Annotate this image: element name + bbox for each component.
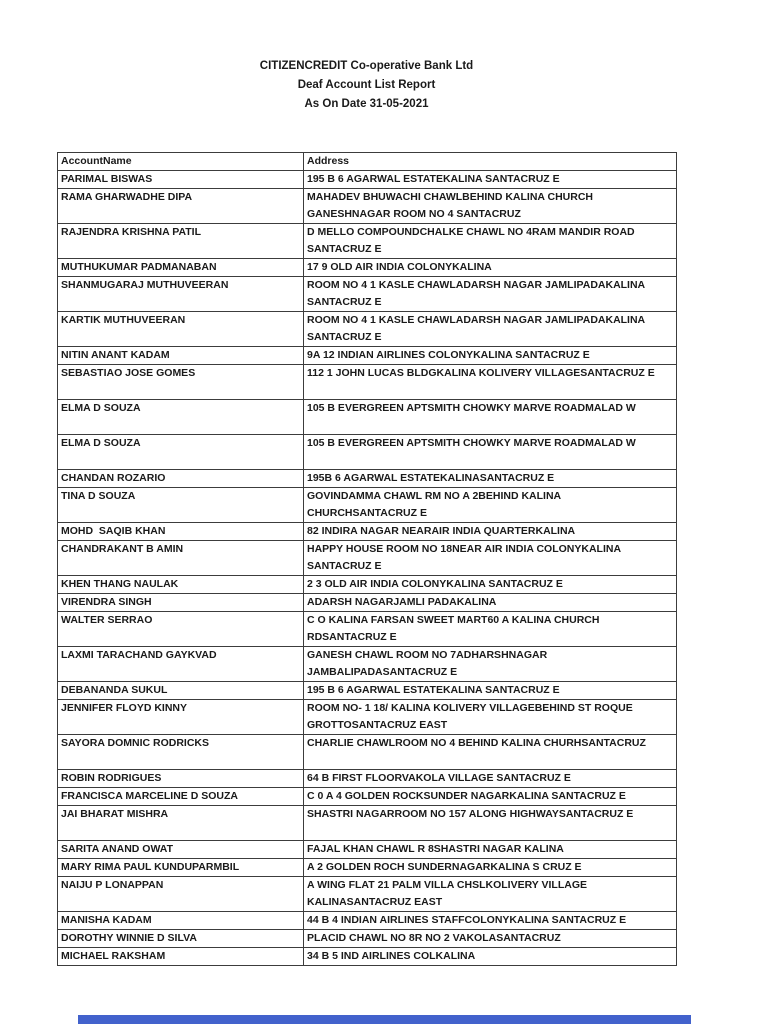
address-line: 105 B EVERGREEN APTSMITH CHOWKY MARVE ROADMALAD W <box>307 437 636 449</box>
table-row <box>58 189 677 224</box>
address-line: 195B 6 AGARWAL ESTATEKALINASANTACRUZ E <box>307 472 555 484</box>
address-line: ADARSH NAGARJAMLI PADAKALINA <box>307 596 497 608</box>
table-row <box>58 877 677 912</box>
deaf-account-table <box>57 152 677 966</box>
account-name-cell: RAJENDRA KRISHNA PATIL <box>58 224 304 259</box>
table-row <box>58 788 677 806</box>
account-name-cell: KARTIK MUTHUVEERAN <box>58 312 304 347</box>
account-name-cell: MOHD SAQIB KHAN <box>58 523 304 541</box>
address-cell <box>304 594 677 612</box>
address-cell <box>304 877 677 912</box>
table-row <box>58 523 677 541</box>
account-name-cell: CHANDAN ROZARIO <box>58 470 304 488</box>
column-header-account-name: AccountName <box>58 153 304 171</box>
table-row <box>58 930 677 948</box>
table-row <box>58 365 677 400</box>
account-name-cell: VIRENDRA SINGH <box>58 594 304 612</box>
table-row <box>58 171 677 189</box>
table-row <box>58 435 677 470</box>
address-cell <box>304 612 677 647</box>
address-cell <box>304 347 677 365</box>
address-line: ROOM NO 4 1 KASLE CHAWLADARSH NAGAR JAMLIPADAKALINA <box>307 279 646 291</box>
table-row <box>58 806 677 841</box>
account-name-cell: WALTER SERRAO <box>58 612 304 647</box>
address-line: GOVINDAMMA CHAWL RM NO A 2BEHIND KALINA <box>307 490 562 502</box>
address-cell <box>304 189 677 224</box>
address-line: KALINASANTACRUZ EAST <box>307 896 443 908</box>
address-line: MAHADEV BHUWACHI CHAWLBEHIND KALINA CHURCH <box>307 191 594 203</box>
account-name-cell: KHEN THANG NAULAK <box>58 576 304 594</box>
address-line: SANTACRUZ E <box>307 296 382 308</box>
table-row <box>58 312 677 347</box>
address-line <box>307 382 674 399</box>
address-cell <box>304 859 677 877</box>
table-row <box>58 647 677 682</box>
address-cell <box>304 770 677 788</box>
table-row <box>58 470 677 488</box>
account-name-cell: MICHAEL RAKSHAM <box>58 948 304 966</box>
address-cell <box>304 841 677 859</box>
address-line: A 2 GOLDEN ROCH SUNDERNAGARKALINA S CRUZ E <box>307 861 582 873</box>
account-name-cell: DOROTHY WINNIE D SILVA <box>58 930 304 948</box>
address-line: JAMBALIPADASANTACRUZ E <box>307 666 458 678</box>
table-row <box>58 612 677 647</box>
account-name-cell: MANISHA KADAM <box>58 912 304 930</box>
account-table-body <box>58 171 677 966</box>
address-cell <box>304 400 677 435</box>
address-line: GANESH CHAWL ROOM NO 7ADHARSHNAGAR <box>307 649 548 661</box>
address-cell <box>304 948 677 966</box>
address-line: CHARLIE CHAWLROOM NO 4 BEHIND KALINA CHURHSANTACRUZ <box>307 737 646 749</box>
table-row <box>58 277 677 312</box>
address-line: GROTTOSANTACRUZ EAST <box>307 719 448 731</box>
table-row <box>58 576 677 594</box>
address-cell <box>304 647 677 682</box>
account-name-cell: TINA D SOUZA <box>58 488 304 523</box>
account-name-cell: SHANMUGARAJ MUTHUVEERAN <box>58 277 304 312</box>
report-date: As On Date 31-05-2021 <box>304 98 429 110</box>
address-line: SHASTRI NAGARROOM NO 157 ALONG HIGHWAYSANTACRUZ E <box>307 808 634 820</box>
table-row <box>58 400 677 435</box>
table-row <box>58 948 677 966</box>
address-cell <box>304 735 677 770</box>
table-row <box>58 841 677 859</box>
address-line: 2 3 OLD AIR INDIA COLONYKALINA SANTACRUZ E <box>307 578 563 590</box>
address-line: CHURCHSANTACRUZ E <box>307 507 427 519</box>
address-line: C O KALINA FARSAN SWEET MART60 A KALINA CHURCH <box>307 614 600 626</box>
account-name-cell: DEBANANDA SUKUL <box>58 682 304 700</box>
table-row <box>58 541 677 576</box>
account-name-cell: MARY RIMA PAUL KUNDUPARMBIL <box>58 859 304 877</box>
address-cell <box>304 312 677 347</box>
address-cell <box>304 470 677 488</box>
table-row <box>58 700 677 735</box>
address-line: 64 B FIRST FLOORVAKOLA VILLAGE SANTACRUZ E <box>307 772 571 784</box>
account-name-cell: MUTHUKUMAR PADMANABAN <box>58 259 304 277</box>
address-cell <box>304 488 677 523</box>
address-line: HAPPY HOUSE ROOM NO 18NEAR AIR INDIA COLONYKALINA <box>307 543 622 555</box>
account-name-cell: SARITA ANAND OWAT <box>58 841 304 859</box>
address-cell <box>304 224 677 259</box>
table-row <box>58 912 677 930</box>
address-line: ROOM NO- 1 18/ KALINA KOLIVERY VILLAGEBEHIND ST ROQUE <box>307 702 633 714</box>
account-name-cell: CHANDRAKANT B AMIN <box>58 541 304 576</box>
address-line <box>307 417 674 434</box>
account-name-cell: NITIN ANANT KADAM <box>58 347 304 365</box>
table-row <box>58 488 677 523</box>
table-row <box>58 859 677 877</box>
address-line <box>307 752 674 769</box>
address-line: 105 B EVERGREEN APTSMITH CHOWKY MARVE ROADMALAD W <box>307 402 636 414</box>
address-cell <box>304 365 677 400</box>
account-name-cell: SAYORA DOMNIC RODRICKS <box>58 735 304 770</box>
account-name-cell: JENNIFER FLOYD KINNY <box>58 700 304 735</box>
address-cell <box>304 277 677 312</box>
report-header <box>57 57 676 114</box>
address-cell <box>304 435 677 470</box>
address-line: ROOM NO 4 1 KASLE CHAWLADARSH NAGAR JAMLIPADAKALINA <box>307 314 646 326</box>
address-cell <box>304 523 677 541</box>
address-line <box>307 823 674 840</box>
table-row <box>58 347 677 365</box>
table-row <box>58 259 677 277</box>
address-cell <box>304 259 677 277</box>
account-name-cell: NAIJU P LONAPPAN <box>58 877 304 912</box>
account-name-cell: SEBASTIAO JOSE GOMES <box>58 365 304 400</box>
address-cell <box>304 541 677 576</box>
report-title: Deaf Account List Report <box>297 79 436 91</box>
address-cell <box>304 682 677 700</box>
account-name-cell: RAMA GHARWADHE DIPA <box>58 189 304 224</box>
address-line: 195 B 6 AGARWAL ESTATEKALINA SANTACRUZ E <box>307 173 560 185</box>
address-line: SANTACRUZ E <box>307 243 382 255</box>
address-cell <box>304 806 677 841</box>
address-line: A WING FLAT 21 PALM VILLA CHSLKOLIVERY VILLAGE <box>307 879 588 891</box>
account-name-cell: ELMA D SOUZA <box>58 400 304 435</box>
address-line: GANESHNAGAR ROOM NO 4 SANTACRUZ <box>307 208 521 220</box>
address-line: 17 9 OLD AIR INDIA COLONYKALINA <box>307 261 492 273</box>
address-line: RDSANTACRUZ E <box>307 631 397 643</box>
address-cell <box>304 788 677 806</box>
address-line <box>307 452 674 469</box>
table-row <box>58 770 677 788</box>
account-name-cell: JAI BHARAT MISHRA <box>58 806 304 841</box>
address-line: 112 1 JOHN LUCAS BLDGKALINA KOLIVERY VILLAGESANTACRUZ E <box>307 367 655 379</box>
address-line: 44 B 4 INDIAN AIRLINES STAFFCOLONYKALINA SANTACRUZ E <box>307 914 627 926</box>
address-line: SANTACRUZ E <box>307 331 382 343</box>
table-row <box>58 735 677 770</box>
address-line: C 0 A 4 GOLDEN ROCKSUNDER NAGARKALINA SANTACRUZ E <box>307 790 626 802</box>
bank-name: CITIZENCREDIT Co-operative Bank Ltd <box>259 60 474 72</box>
table-row <box>58 594 677 612</box>
address-line: 195 B 6 AGARWAL ESTATEKALINA SANTACRUZ E <box>307 684 560 696</box>
table-header-row <box>58 153 677 171</box>
account-name-cell: FRANCISCA MARCELINE D SOUZA <box>58 788 304 806</box>
address-cell <box>304 930 677 948</box>
address-line: 82 INDIRA NAGAR NEARAIR INDIA QUARTERKALINA <box>307 525 576 537</box>
address-line: 9A 12 INDIAN AIRLINES COLONYKALINA SANTACRUZ E <box>307 349 590 361</box>
address-cell <box>304 576 677 594</box>
address-line: SANTACRUZ E <box>307 560 382 572</box>
address-cell <box>304 912 677 930</box>
address-line: FAJAL KHAN CHAWL R 8SHASTRI NAGAR KALINA <box>307 843 564 855</box>
address-cell <box>304 700 677 735</box>
address-line: PLACID CHAWL NO 8R NO 2 VAKOLASANTACRUZ <box>307 932 561 944</box>
column-header-address: Address <box>304 153 677 171</box>
account-name-cell: ROBIN RODRIGUES <box>58 770 304 788</box>
account-name-cell: LAXMI TARACHAND GAYKVAD <box>58 647 304 682</box>
table-row <box>58 682 677 700</box>
account-name-cell: ELMA D SOUZA <box>58 435 304 470</box>
account-name-cell: PARIMAL BISWAS <box>58 171 304 189</box>
address-line: D MELLO COMPOUNDCHALKE CHAWL NO 4RAM MANDIR ROAD <box>307 226 635 238</box>
address-cell <box>304 171 677 189</box>
table-row <box>58 224 677 259</box>
bottom-accent-bar <box>78 1015 691 1024</box>
address-line: 34 B 5 IND AIRLINES COLKALINA <box>307 950 476 962</box>
